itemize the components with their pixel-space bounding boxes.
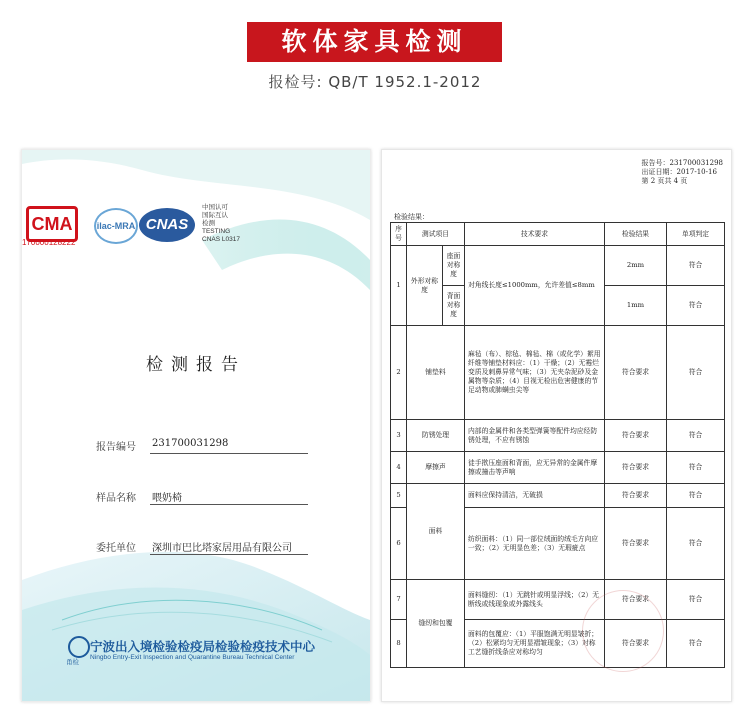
table-cell: 符合 (667, 580, 725, 620)
table-cell: 背面对称度 (443, 286, 465, 326)
table-cell: 2 (391, 326, 407, 420)
table-cell: 6 (391, 508, 407, 580)
table-cell: 符合要求 (605, 452, 667, 484)
table-row (391, 326, 725, 420)
cma-logo: CMA (26, 206, 78, 242)
table-row (391, 420, 725, 452)
table-cell: 符合 (667, 326, 725, 420)
header-cell: 检验结果 (605, 223, 667, 246)
ilac-mra-logo: ilac-MRA (94, 208, 138, 244)
table-cell: 符合 (667, 620, 725, 668)
report-title: 检测报告 (146, 355, 246, 375)
cma-number: 170000128222 (22, 238, 76, 247)
field-value-client: 深圳市巴比塔家居用品有限公司 (152, 543, 292, 554)
table-cell: 面料 (407, 484, 465, 580)
table-cell: 符合要求 (605, 484, 667, 508)
table-cell: 符合 (667, 286, 725, 326)
table-cell: 符合 (667, 508, 725, 580)
table-cell: 符合要求 (605, 420, 667, 452)
cnas-logo: CNAS (139, 208, 195, 242)
table-cell: 符合 (667, 420, 725, 452)
table-row (391, 580, 725, 620)
field-label-sample-name: 样品名称 (96, 493, 136, 504)
page-count: 第 2 页共 4 页 (641, 177, 688, 185)
header-cell: 技术要求 (465, 223, 605, 246)
table-cell: 1mm (605, 286, 667, 326)
table-cell: 符合 (667, 246, 725, 286)
table-cell: 符合 (667, 484, 725, 508)
table-cell: 8 (391, 620, 407, 668)
institution-logo-icon (68, 636, 90, 658)
table-cell: 纺织面料：（1）同一部位绒面的绒毛方向应一致；（2）无明显色差；（3）无瑕疵点 (465, 508, 605, 580)
table-cell: 内部的金属件和各类型弹簧等配件均应经防锈处理，不应有锈蚀 (465, 420, 605, 452)
field-label-report-number: 报告编号 (96, 442, 136, 453)
table-cell: 对角线长度≤1000mm，允许差值≤8mm (465, 246, 605, 326)
table-cell: 符合 (667, 452, 725, 484)
table-cell: 符合要求 (605, 620, 667, 668)
results-page (381, 149, 732, 702)
table-header-row (391, 223, 725, 246)
report-meta (642, 159, 723, 186)
institution-name-cn: 宁波出入境检验检疫局检验检疫技术中心 (90, 639, 316, 654)
table-cell: 铺垫料 (407, 326, 465, 420)
field-underline (150, 453, 308, 454)
table-cell: 符合要求 (605, 508, 667, 580)
table-cell: 徒手揿压座面和背面，应无异常的金属件摩擦或撞击等声响 (465, 452, 605, 484)
table-cell: 1 (391, 246, 407, 326)
page-banner: 软体家具检测 (247, 22, 502, 62)
table-cell: 7 (391, 580, 407, 620)
table-cell: 面料应保持清洁，无破损 (465, 484, 605, 508)
report-number: 报告号：231700031298 (641, 159, 723, 167)
table-cell: 符合要求 (605, 326, 667, 420)
table-cell: 5 (391, 484, 407, 508)
official-seal-stamp (582, 590, 664, 672)
table-cell: 外形对称度 (407, 246, 443, 326)
table-cell: 符合要求 (605, 580, 667, 620)
institution-logo-text: 甬检 (66, 658, 79, 666)
header-cell: 单项判定 (667, 223, 725, 246)
field-value-report-number: 231700031298 (152, 438, 229, 449)
table-cell: 防锈处理 (407, 420, 465, 452)
table-cell: 缝纫和包覆 (407, 580, 465, 668)
results-table (390, 222, 725, 668)
cnas-caption: 中国认可 国际互认 检测 TESTING CNAS L0317 (202, 204, 240, 243)
table-cell: 2mm (605, 246, 667, 286)
table-row (391, 484, 725, 508)
table-cell: 面料缝纫：（1）无跳针或明显浮线；（2）无断线或线现象或外露线头 (465, 580, 605, 620)
table-cell: 麻毡（布）、棕毡、棉毡、棉（或化学）絮用纤维等铺垫材料应：（1）干燥；（2）无霉烂变质及刺鼻异常气味；（3）无夹杂泥砂及金属物等杂质；（4）目视无检出危害健康的节足动物或肺螨虫尖等 (465, 326, 605, 420)
table-cell: 4 (391, 452, 407, 484)
issue-date: 出证日期：2017-10-16 (641, 168, 717, 176)
table-cell: 座面对称度 (443, 246, 465, 286)
header-cell: 测试项目 (407, 223, 465, 246)
header-cell: 序号 (391, 223, 407, 246)
field-label-client: 委托单位 (96, 543, 136, 554)
field-underline (150, 504, 308, 505)
field-underline (150, 554, 308, 555)
standard-number: 报检号: QB/T 1952.1-2012 (268, 73, 482, 91)
table-cell: 3 (391, 420, 407, 452)
certification-logos (22, 200, 370, 260)
field-value-sample-name: 喂奶椅 (152, 493, 182, 504)
table-cell: 面料的包覆应：（1）平服饱满无明显皱折；（2）松紧均匀无明显褶皱现象；（3）对称工艺缝折线条应对称均匀 (465, 620, 605, 668)
table-row (391, 452, 725, 484)
table-row (391, 246, 725, 286)
table-cell: 摩擦声 (407, 452, 465, 484)
results-label: 检验结果： (394, 213, 429, 221)
institution-name-en: Ningbo Entry-Exit Inspection and Quarantine Bureau Technical Center (90, 654, 295, 661)
report-cover (21, 149, 371, 702)
